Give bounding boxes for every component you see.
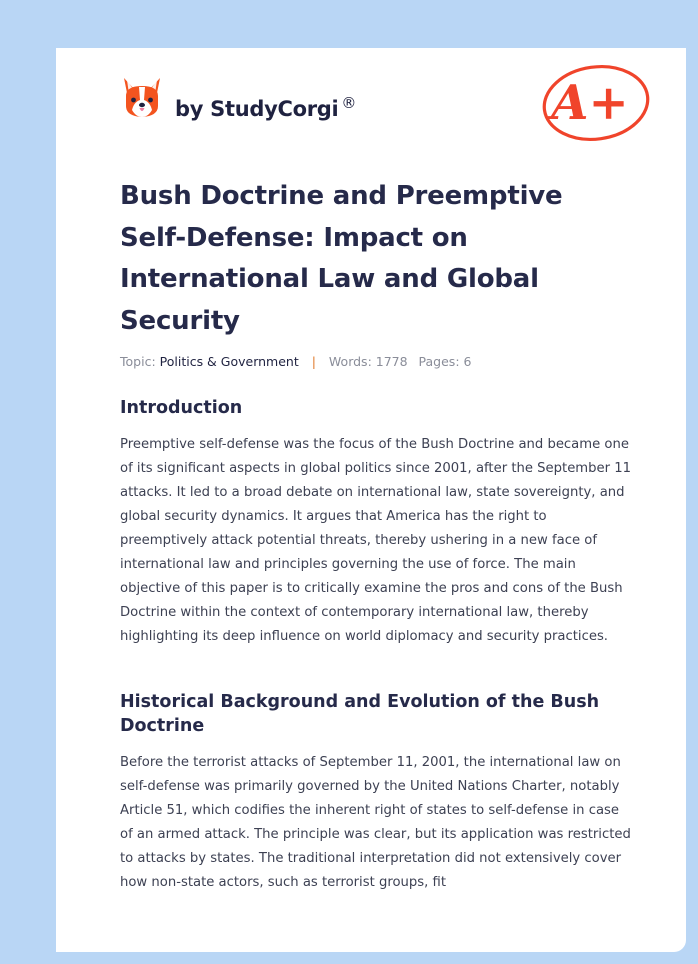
corgi-icon	[120, 76, 164, 120]
section-text-historical-background: Before the terrorist attacks of September 11, 2001, the international law on self-defense was primarily governed by the United Nations Charter, notably Article 51, which codifies the inherent right of states to self-defense in case of an armed attack. The principle was clear, but its application was restricted to attacks by states. The traditional interpretation did not extensively cover how non-state actors, such as terrorist groups, fit	[120, 755, 631, 890]
section-heading-historical-background: Historical Background and Evolution of the Bush Doctrine	[120, 692, 600, 736]
page-count: Pages: 6	[418, 354, 472, 369]
document-meta	[120, 354, 640, 369]
section-text-introduction: Preemptive self-defense was the focus of the Bush Doctrine and became one of its significant aspects in global politics since 2001, after the September 11 attacks. It led to a broad debate on international law, state sovereignty, and global security dynamics. It argues that America has the right to preemptively attack potential threats, thereby ushering in a new face of international law and principles governing the use of force. The main objective of this paper is to critically examine the pros and cons of the Bush Doctrine within the context of contemporary international law, thereby highlighting its deep influence on world diplomacy and security practices.	[120, 437, 632, 644]
document-page	[56, 48, 686, 952]
page-title: Bush Doctrine and Preemptive Self-Defense: Impact on International Law and Global Security	[120, 181, 563, 336]
section-heading-introduction: Introduction	[120, 398, 243, 418]
meta-separator: |	[311, 354, 316, 369]
brand-name[interactable]: by StudyCorgi ®	[175, 94, 357, 121]
trademark-symbol: ®	[341, 94, 357, 112]
topic-link[interactable]: Politics & Government	[159, 354, 299, 369]
svg-text:A+: A+	[551, 75, 629, 131]
topic-label: Topic:	[120, 354, 156, 369]
page-header	[120, 76, 650, 146]
word-count: Words: 1778	[328, 354, 408, 369]
grade-badge	[540, 62, 652, 144]
